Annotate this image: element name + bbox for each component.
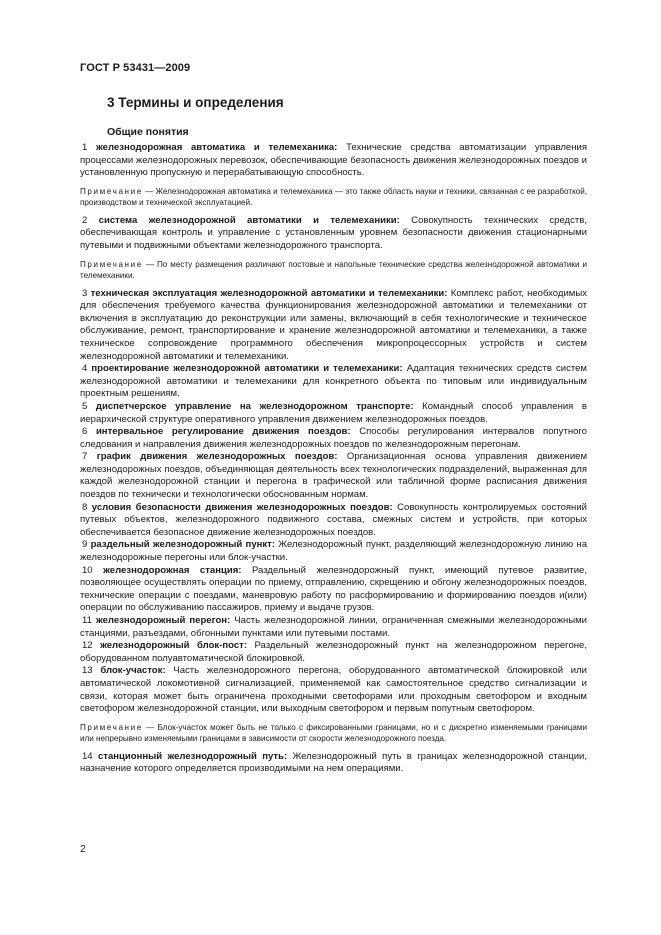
term-name: раздельный железнодорожный пункт: — [90, 539, 276, 551]
term-1 — [80, 142, 587, 180]
term-number: 13 — [82, 665, 93, 677]
term-number: 2 — [82, 214, 88, 226]
term-number: 7 — [82, 451, 88, 463]
term-3 — [80, 288, 587, 364]
standard-header: ГОСТ Р 53431—2009 — [80, 62, 191, 74]
term-number: 8 — [82, 501, 88, 513]
term-number: 1 — [82, 142, 88, 153]
term-name: техническая эксплуатация железнодорожной автоматики и телемеханики: — [90, 287, 448, 299]
term-name: график движения железнодорожных поездов: — [96, 451, 338, 463]
term-number: 4 — [82, 363, 88, 375]
term-number: 10 — [82, 564, 93, 576]
note-text: По месту размещения различают постовые и напольные технические средства железнодорожной автоматики и телемеханики. — [80, 259, 588, 280]
term-8 — [80, 502, 587, 540]
note-label: Примечание — [80, 186, 143, 196]
term-definition: Комплекс работ, необходимых для обеспечения требуемого качества функционирования железнодорожной автоматики и телемеханики от включения в эксплуатацию до реконструкции или замены, включающий в себя технологические и техническое обслуживание, ремонт, транспортирование и хранение железнодорожной автоматики и телемеханики, а также техническое сопровождение программного обеспечения микропроцессорных устройств и систем железнодорожной автоматики и телемеханики. — [80, 287, 588, 362]
term-number: 11 — [82, 615, 92, 626]
term-name: блок-участок: — [100, 665, 166, 677]
term-name: железнодорожный перегон: — [95, 615, 231, 626]
term-definition: Часть железнодорожной линии, ограниченная смежными железнодорожными станциями, разъездами, обгонными пунктами или путевыми постами. — [80, 615, 588, 639]
term-2 — [80, 215, 587, 253]
term-number: 9 — [82, 539, 88, 551]
term-4 — [80, 363, 587, 401]
term-definition: Часть железнодорожного перегона, оборудованного автоматической блокировкой или автоматической локомотивной сигнализацией, применяемой как самостоятельное средство сигнализации и связи, которая может быть ограничена проходными светофорами или проходным светофором и входным светофором железнодорожной станции, или выходным светофором и первым попутным светофором. — [80, 665, 588, 715]
term-name: система железнодорожной автоматики и телемеханики: — [98, 214, 400, 226]
term-12 — [80, 640, 587, 665]
term-number: 14 — [82, 750, 93, 762]
term-name: интервальное регулирование движения поездов: — [95, 426, 351, 438]
note-label: Примечание — [80, 722, 143, 732]
note-3 — [80, 722, 587, 744]
note-text: Блок-участок может быть не только с фиксированными границами, но и с дискретно изменяемыми границами или непрерывно изменяемыми границами в зависимости от скорости железнодорожного поезда. — [80, 722, 587, 743]
note-2 — [80, 259, 587, 281]
term-name: проектирование железнодорожной автоматики и телемеханики: — [91, 363, 403, 375]
term-name: железнодорожный блок-пост: — [100, 640, 248, 652]
term-9 — [80, 539, 587, 564]
term-14 — [80, 751, 587, 776]
note-dash: — — [142, 259, 157, 269]
term-definition: Технические средства автоматизации управления процессами железнодорожных перевозок, обеспечивающие безопасность движения железнодорожных поездов и установленную пропускную и перерабатывающую способность. — [80, 142, 588, 179]
term-definition: Раздельный железнодорожный пункт на железнодорожном перегоне, оборудованном полуавтоматической блокировкой. — [80, 640, 588, 664]
term-definition: Железнодорожный путь в границах железнодорожной станции, назначение которого определяется производимыми на нем операциями. — [80, 750, 588, 775]
term-name: железнодорожная станция: — [103, 564, 242, 576]
term-name: условия безопасности движения железнодорожных поездов: — [91, 501, 393, 513]
term-13 — [80, 665, 587, 715]
term-name: диспетчерское управление на железнодорожном транспорте: — [95, 400, 414, 412]
note-dash: — — [142, 722, 158, 732]
note-dash: — — [142, 186, 156, 196]
term-number: 12 — [82, 640, 93, 652]
note-1 — [80, 186, 587, 208]
term-definition: Способы регулирования интервалов попутного следования и направления движения железнодорожных поездов по железнодорожным перегонам. — [80, 426, 587, 450]
term-5 — [80, 401, 587, 426]
term-6 — [80, 426, 587, 451]
page-number: 2 — [80, 843, 86, 855]
term-number: 3 — [82, 287, 88, 299]
term-11 — [80, 615, 587, 640]
term-7 — [80, 451, 587, 501]
term-definition: Организационная основа управления движением железнодорожных поездов, объединяющая деятельность всех технологических подразделений, выраженная для каждой железнодорожной станции и перегона в графической или табличной форме расписания движения поездов по технически и технологически обоснованным нормам. — [80, 451, 588, 501]
term-definition: Раздельный железнодорожный пункт, имеющий путевое развитие, позволяющее осуществлять операции по приему, отправлению, скрещению и обгону железнодорожных поездов, технические операции с поездами, маневровую работу по расформированию и формированию поездов и(или) операции по обслуживанию пассажиров, приему и выдаче грузов. — [80, 564, 587, 614]
note-text: Железнодорожная автоматика и телемеханика — это также область науки и техники, связанная с ее разработкой, производством и технической эксплуатацией. — [80, 186, 587, 207]
term-definition: Совокупность контролируемых состояний путевых объектов, железнодорожного подвижного состава, смежных систем и устройств, при которых обеспечивается безопасное движение железнодорожных поездов. — [80, 501, 587, 538]
section-title: 3 Термины и определения — [107, 95, 284, 110]
term-definition: Железнодорожный пункт, разделяющий железнодорожную линию на железнодорожные перегоны или блок-участки. — [80, 539, 588, 564]
terms-content — [80, 142, 587, 776]
term-definition: Совокупность технических средств, обеспечивающая контроль и управление с установленным уровнем безопасности движения стационарными путевыми и подвижными объектами железнодорожного транспорта. — [80, 214, 587, 251]
subsection-title: Общие понятия — [107, 126, 189, 138]
term-number: 5 — [82, 400, 88, 412]
term-10 — [80, 565, 587, 615]
term-name: железнодорожная автоматика и телемеханика: — [96, 142, 338, 153]
term-definition: Командный способ управления в иерархической структуре оперативного управления движением железнодорожных поездов. — [80, 400, 587, 425]
term-number: 6 — [82, 426, 88, 438]
term-definition: Адаптация технических средств систем железнодорожной автоматики и телемеханики для конкретного объекта по типовым или индивидуальным проектным решениям. — [80, 363, 587, 400]
note-label: Примечание — [80, 259, 143, 269]
term-name: станционный железнодорожный путь: — [97, 750, 288, 762]
